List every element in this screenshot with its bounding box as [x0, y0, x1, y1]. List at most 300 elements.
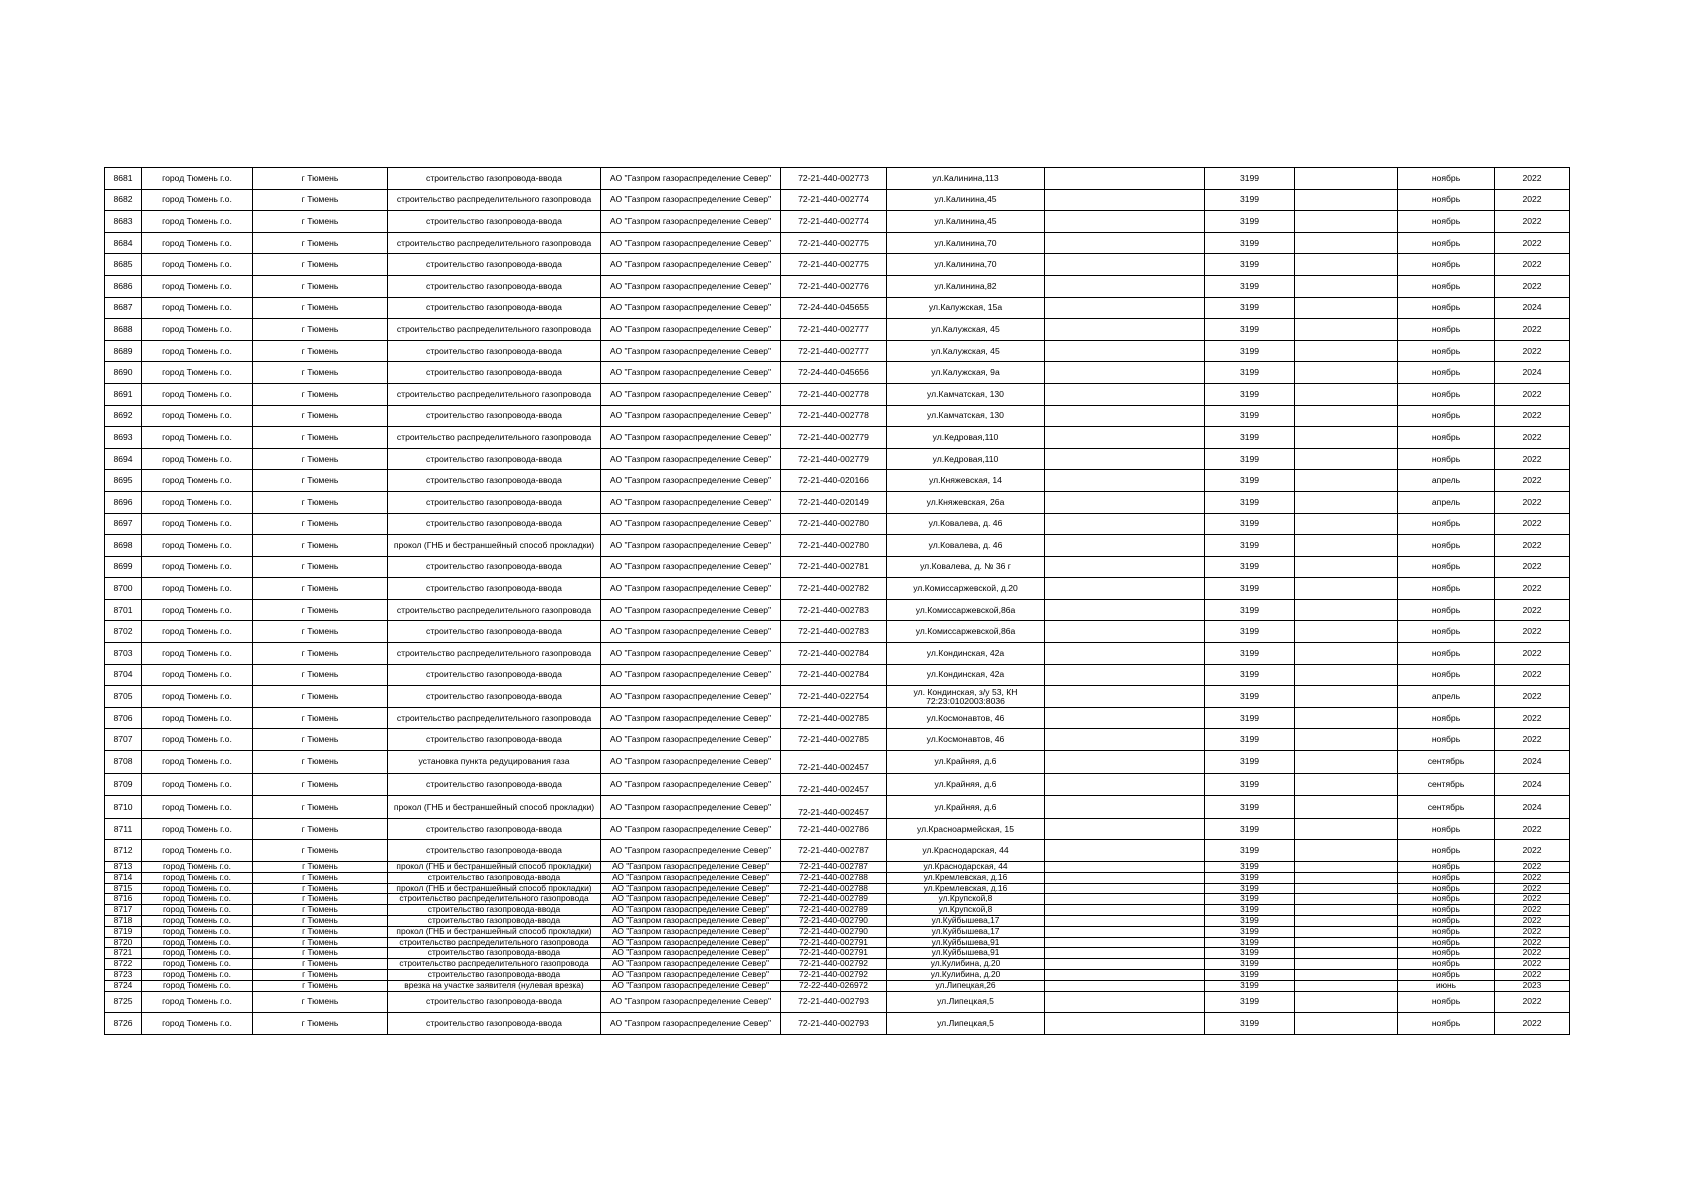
- cell-month: ноябрь: [1398, 840, 1495, 862]
- cell-blank-a: [1045, 926, 1205, 937]
- cell-contract-number: 72-21-440-002774: [781, 189, 887, 211]
- cell-row-number: 8684: [105, 232, 142, 254]
- cell-blank-b: [1295, 796, 1398, 819]
- cell-address: ул.Калужская, 45: [887, 340, 1045, 362]
- table-row: [105, 232, 1570, 254]
- cell-row-number: 8688: [105, 319, 142, 341]
- cell-amount: 3199: [1205, 232, 1295, 254]
- cell-month: июнь: [1398, 980, 1495, 991]
- table-row: [105, 751, 1570, 774]
- cell-contract-number: 72-21-440-002788: [781, 883, 887, 894]
- cell-municipality: город Тюмень г.о.: [142, 959, 253, 970]
- cell-month: ноябрь: [1398, 405, 1495, 427]
- cell-municipality: город Тюмень г.о.: [142, 926, 253, 937]
- cell-year: 2022: [1495, 599, 1570, 621]
- cell-settlement: г Тюмень: [253, 862, 388, 873]
- cell-work-type: прокол (ГНБ и бестраншейный способ прокладки): [388, 535, 601, 557]
- cell-organization: АО "Газпром газораспределение Север": [601, 599, 781, 621]
- cell-blank-b: [1295, 297, 1398, 319]
- cell-year: 2022: [1495, 319, 1570, 341]
- cell-amount: 3199: [1205, 773, 1295, 796]
- cell-municipality: город Тюмень г.о.: [142, 915, 253, 926]
- table-row: [105, 578, 1570, 600]
- cell-blank-b: [1295, 319, 1398, 341]
- cell-blank-b: [1295, 427, 1398, 449]
- cell-settlement: г Тюмень: [253, 535, 388, 557]
- cell-municipality: город Тюмень г.о.: [142, 362, 253, 384]
- cell-blank-a: [1045, 362, 1205, 384]
- cell-address: ул.Кулибина, д.20: [887, 969, 1045, 980]
- cell-municipality: город Тюмень г.о.: [142, 883, 253, 894]
- cell-row-number: 8716: [105, 894, 142, 905]
- cell-month: ноябрь: [1398, 578, 1495, 600]
- cell-address: ул.Комиссаржевской,86а: [887, 621, 1045, 643]
- cell-contract-number: 72-21-440-002776: [781, 275, 887, 297]
- cell-settlement: г Тюмень: [253, 894, 388, 905]
- cell-month: ноябрь: [1398, 664, 1495, 686]
- cell-address: ул.Кедровая,110: [887, 448, 1045, 470]
- cell-address: ул.Ковалева, д. № 36 г: [887, 556, 1045, 578]
- cell-municipality: город Тюмень г.о.: [142, 405, 253, 427]
- table-row: [105, 840, 1570, 862]
- cell-contract-number: 72-21-440-002793: [781, 991, 887, 1013]
- cell-contract-number: 72-21-440-022754: [781, 686, 887, 708]
- cell-settlement: г Тюмень: [253, 578, 388, 600]
- cell-organization: АО "Газпром газораспределение Север": [601, 980, 781, 991]
- cell-municipality: город Тюмень г.о.: [142, 189, 253, 211]
- cell-blank-a: [1045, 275, 1205, 297]
- cell-year: 2022: [1495, 340, 1570, 362]
- cell-settlement: г Тюмень: [253, 729, 388, 751]
- cell-work-type: строительство газопровода-ввода: [388, 168, 601, 190]
- cell-amount: 3199: [1205, 189, 1295, 211]
- cell-row-number: 8724: [105, 980, 142, 991]
- cell-organization: АО "Газпром газораспределение Север": [601, 319, 781, 341]
- cell-settlement: г Тюмень: [253, 707, 388, 729]
- cell-amount: 3199: [1205, 556, 1295, 578]
- cell-work-type: прокол (ГНБ и бестраншейный способ прокладки): [388, 796, 601, 819]
- cell-contract-number: 72-21-440-002457: [781, 751, 887, 774]
- cell-row-number: 8691: [105, 383, 142, 405]
- cell-row-number: 8719: [105, 926, 142, 937]
- table-row: [105, 297, 1570, 319]
- cell-contract-number: 72-21-440-002778: [781, 383, 887, 405]
- cell-year: 2022: [1495, 535, 1570, 557]
- cell-address: ул.Кремлевская, д.16: [887, 883, 1045, 894]
- cell-address: ул.Краснодарская, 44: [887, 862, 1045, 873]
- cell-organization: АО "Газпром газораспределение Север": [601, 470, 781, 492]
- cell-blank-b: [1295, 926, 1398, 937]
- cell-blank-a: [1045, 491, 1205, 513]
- cell-row-number: 8701: [105, 599, 142, 621]
- cell-row-number: 8681: [105, 168, 142, 190]
- cell-year: 2022: [1495, 915, 1570, 926]
- cell-municipality: город Тюмень г.о.: [142, 232, 253, 254]
- cell-year: 2024: [1495, 751, 1570, 774]
- cell-blank-b: [1295, 189, 1398, 211]
- table-row: [105, 980, 1570, 991]
- table-row: [105, 926, 1570, 937]
- cell-year: 2022: [1495, 643, 1570, 665]
- cell-amount: 3199: [1205, 862, 1295, 873]
- table-row: [105, 556, 1570, 578]
- cell-work-type: строительство газопровода-ввода: [388, 470, 601, 492]
- cell-row-number: 8723: [105, 969, 142, 980]
- cell-settlement: г Тюмень: [253, 275, 388, 297]
- cell-year: 2024: [1495, 362, 1570, 384]
- cell-row-number: 8707: [105, 729, 142, 751]
- cell-settlement: г Тюмень: [253, 211, 388, 233]
- cell-year: 2022: [1495, 969, 1570, 980]
- cell-contract-number: 72-21-440-002793: [781, 1013, 887, 1035]
- cell-organization: АО "Газпром газораспределение Север": [601, 959, 781, 970]
- cell-year: 2022: [1495, 948, 1570, 959]
- cell-municipality: город Тюмень г.о.: [142, 796, 253, 819]
- cell-amount: 3199: [1205, 254, 1295, 276]
- cell-month: ноябрь: [1398, 926, 1495, 937]
- cell-work-type: строительство газопровода-ввода: [388, 621, 601, 643]
- cell-address: ул.Липецкая,26: [887, 980, 1045, 991]
- cell-contract-number: 72-21-440-002792: [781, 969, 887, 980]
- cell-organization: АО "Газпром газораспределение Север": [601, 926, 781, 937]
- table-row: [105, 773, 1570, 796]
- cell-municipality: город Тюмень г.о.: [142, 535, 253, 557]
- cell-organization: АО "Газпром газораспределение Север": [601, 556, 781, 578]
- table-row: [105, 894, 1570, 905]
- cell-year: 2022: [1495, 862, 1570, 873]
- cell-row-number: 8715: [105, 883, 142, 894]
- cell-blank-b: [1295, 556, 1398, 578]
- cell-row-number: 8717: [105, 905, 142, 916]
- cell-month: сентябрь: [1398, 751, 1495, 774]
- cell-settlement: г Тюмень: [253, 405, 388, 427]
- cell-blank-b: [1295, 643, 1398, 665]
- cell-address: ул.Калужская, 15а: [887, 297, 1045, 319]
- cell-contract-number: 72-21-440-002783: [781, 599, 887, 621]
- cell-row-number: 8693: [105, 427, 142, 449]
- cell-amount: 3199: [1205, 959, 1295, 970]
- cell-month: ноябрь: [1398, 319, 1495, 341]
- cell-month: ноябрь: [1398, 883, 1495, 894]
- cell-municipality: город Тюмень г.о.: [142, 470, 253, 492]
- cell-month: ноябрь: [1398, 872, 1495, 883]
- cell-organization: АО "Газпром газораспределение Север": [601, 773, 781, 796]
- cell-month: ноябрь: [1398, 1013, 1495, 1035]
- cell-organization: АО "Газпром газораспределение Север": [601, 1013, 781, 1035]
- cell-year: 2022: [1495, 513, 1570, 535]
- cell-work-type: строительство распределительного газопровода: [388, 383, 601, 405]
- cell-year: 2022: [1495, 448, 1570, 470]
- cell-amount: 3199: [1205, 427, 1295, 449]
- table-row: [105, 319, 1570, 341]
- cell-address: ул.Кремлевская, д.16: [887, 872, 1045, 883]
- cell-municipality: город Тюмень г.о.: [142, 969, 253, 980]
- cell-blank-b: [1295, 915, 1398, 926]
- cell-address: ул.Калинина,113: [887, 168, 1045, 190]
- cell-month: ноябрь: [1398, 340, 1495, 362]
- cell-organization: АО "Газпром газораспределение Север": [601, 915, 781, 926]
- table-row: [105, 643, 1570, 665]
- cell-address: ул. Кондинская, з/у 53, КН 72:23:0102003:8036: [887, 686, 1045, 708]
- cell-organization: АО "Газпром газораспределение Север": [601, 340, 781, 362]
- cell-municipality: город Тюмень г.о.: [142, 686, 253, 708]
- cell-month: ноябрь: [1398, 275, 1495, 297]
- table-row: [105, 707, 1570, 729]
- cell-organization: АО "Газпром газораспределение Север": [601, 405, 781, 427]
- cell-month: ноябрь: [1398, 448, 1495, 470]
- cell-organization: АО "Газпром газораспределение Север": [601, 686, 781, 708]
- cell-settlement: г Тюмень: [253, 773, 388, 796]
- cell-address: ул.Краснодарская, 44: [887, 840, 1045, 862]
- cell-blank-a: [1045, 621, 1205, 643]
- cell-year: 2022: [1495, 872, 1570, 883]
- cell-amount: 3199: [1205, 980, 1295, 991]
- cell-month: ноябрь: [1398, 383, 1495, 405]
- cell-blank-b: [1295, 818, 1398, 840]
- cell-settlement: г Тюмень: [253, 470, 388, 492]
- table-row: [105, 513, 1570, 535]
- cell-work-type: строительство распределительного газопровода: [388, 643, 601, 665]
- cell-blank-a: [1045, 773, 1205, 796]
- cell-contract-number: 72-21-440-002792: [781, 959, 887, 970]
- cell-amount: 3199: [1205, 491, 1295, 513]
- cell-blank-a: [1045, 535, 1205, 557]
- cell-work-type: строительство газопровода-ввода: [388, 905, 601, 916]
- cell-settlement: г Тюмень: [253, 796, 388, 819]
- cell-contract-number: 72-21-440-002780: [781, 535, 887, 557]
- cell-blank-b: [1295, 578, 1398, 600]
- cell-municipality: город Тюмень г.о.: [142, 340, 253, 362]
- cell-contract-number: 72-21-440-020166: [781, 470, 887, 492]
- cell-year: 2022: [1495, 189, 1570, 211]
- table-row: [105, 470, 1570, 492]
- table-row: [105, 1013, 1570, 1035]
- cell-amount: 3199: [1205, 707, 1295, 729]
- cell-municipality: город Тюмень г.о.: [142, 773, 253, 796]
- cell-blank-a: [1045, 211, 1205, 233]
- cell-blank-a: [1045, 894, 1205, 905]
- cell-municipality: город Тюмень г.о.: [142, 275, 253, 297]
- cell-row-number: 8682: [105, 189, 142, 211]
- cell-organization: АО "Газпром газораспределение Север": [601, 862, 781, 873]
- cell-year: 2022: [1495, 1013, 1570, 1035]
- cell-address: ул.Калинина,45: [887, 211, 1045, 233]
- cell-contract-number: 72-21-440-002784: [781, 664, 887, 686]
- cell-contract-number: 72-21-440-002781: [781, 556, 887, 578]
- cell-amount: 3199: [1205, 1013, 1295, 1035]
- cell-blank-b: [1295, 905, 1398, 916]
- cell-blank-a: [1045, 796, 1205, 819]
- cell-settlement: г Тюмень: [253, 232, 388, 254]
- cell-contract-number: 72-21-440-002786: [781, 818, 887, 840]
- cell-amount: 3199: [1205, 818, 1295, 840]
- records-table: [104, 167, 1570, 1035]
- cell-address: ул.Космонавтов, 46: [887, 707, 1045, 729]
- cell-address: ул.Липецкая,5: [887, 991, 1045, 1013]
- cell-blank-b: [1295, 448, 1398, 470]
- cell-organization: АО "Газпром газораспределение Север": [601, 894, 781, 905]
- cell-contract-number: 72-21-440-002457: [781, 773, 887, 796]
- cell-year: 2024: [1495, 297, 1570, 319]
- cell-blank-a: [1045, 751, 1205, 774]
- cell-amount: 3199: [1205, 883, 1295, 894]
- cell-blank-a: [1045, 232, 1205, 254]
- table-row: [105, 905, 1570, 916]
- cell-row-number: 8713: [105, 862, 142, 873]
- cell-blank-b: [1295, 211, 1398, 233]
- cell-blank-a: [1045, 254, 1205, 276]
- cell-blank-b: [1295, 1013, 1398, 1035]
- table-row: [105, 168, 1570, 190]
- cell-contract-number: 72-21-440-002790: [781, 915, 887, 926]
- cell-contract-number: 72-21-440-002782: [781, 578, 887, 600]
- cell-month: ноябрь: [1398, 729, 1495, 751]
- cell-address: ул.Крайняя, д.6: [887, 773, 1045, 796]
- table-row: [105, 362, 1570, 384]
- cell-work-type: строительство газопровода-ввода: [388, 448, 601, 470]
- cell-municipality: город Тюмень г.о.: [142, 578, 253, 600]
- table-row: [105, 969, 1570, 980]
- cell-month: ноябрь: [1398, 427, 1495, 449]
- cell-month: апрель: [1398, 470, 1495, 492]
- cell-row-number: 8702: [105, 621, 142, 643]
- cell-blank-a: [1045, 707, 1205, 729]
- cell-settlement: г Тюмень: [253, 643, 388, 665]
- cell-work-type: строительство газопровода-ввода: [388, 362, 601, 384]
- cell-blank-a: [1045, 948, 1205, 959]
- cell-year: 2022: [1495, 926, 1570, 937]
- cell-month: ноябрь: [1398, 991, 1495, 1013]
- cell-year: 2022: [1495, 729, 1570, 751]
- cell-organization: АО "Газпром газораспределение Север": [601, 232, 781, 254]
- cell-municipality: город Тюмень г.о.: [142, 383, 253, 405]
- cell-blank-b: [1295, 599, 1398, 621]
- cell-year: 2022: [1495, 686, 1570, 708]
- table-row: [105, 959, 1570, 970]
- cell-amount: 3199: [1205, 211, 1295, 233]
- cell-year: 2022: [1495, 664, 1570, 686]
- cell-blank-a: [1045, 405, 1205, 427]
- cell-amount: 3199: [1205, 937, 1295, 948]
- cell-amount: 3199: [1205, 991, 1295, 1013]
- cell-amount: 3199: [1205, 340, 1295, 362]
- table-row: [105, 340, 1570, 362]
- table-row: [105, 491, 1570, 513]
- cell-municipality: город Тюмень г.о.: [142, 751, 253, 774]
- cell-settlement: г Тюмень: [253, 513, 388, 535]
- cell-blank-b: [1295, 340, 1398, 362]
- table-row: [105, 729, 1570, 751]
- cell-organization: АО "Газпром газораспределение Север": [601, 621, 781, 643]
- cell-blank-b: [1295, 840, 1398, 862]
- cell-row-number: 8698: [105, 535, 142, 557]
- cell-settlement: г Тюмень: [253, 686, 388, 708]
- cell-work-type: строительство газопровода-ввода: [388, 556, 601, 578]
- cell-address: ул.Кондинская, 42а: [887, 643, 1045, 665]
- cell-amount: 3199: [1205, 872, 1295, 883]
- cell-blank-a: [1045, 448, 1205, 470]
- cell-row-number: 8687: [105, 297, 142, 319]
- cell-address: ул.Камчатская, 130: [887, 383, 1045, 405]
- cell-settlement: г Тюмень: [253, 915, 388, 926]
- cell-year: 2023: [1495, 980, 1570, 991]
- cell-contract-number: 72-24-440-045655: [781, 297, 887, 319]
- cell-year: 2022: [1495, 556, 1570, 578]
- cell-contract-number: 72-21-440-002774: [781, 211, 887, 233]
- cell-settlement: г Тюмень: [253, 189, 388, 211]
- cell-work-type: прокол (ГНБ и бестраншейный способ прокладки): [388, 862, 601, 873]
- table-row: [105, 535, 1570, 557]
- cell-work-type: прокол (ГНБ и бестраншейный способ прокладки): [388, 883, 601, 894]
- cell-settlement: г Тюмень: [253, 937, 388, 948]
- cell-settlement: г Тюмень: [253, 959, 388, 970]
- cell-blank-b: [1295, 513, 1398, 535]
- cell-settlement: г Тюмень: [253, 818, 388, 840]
- table-row: [105, 862, 1570, 873]
- cell-year: 2022: [1495, 883, 1570, 894]
- cell-row-number: 8700: [105, 578, 142, 600]
- cell-row-number: 8709: [105, 773, 142, 796]
- cell-blank-a: [1045, 168, 1205, 190]
- cell-month: ноябрь: [1398, 937, 1495, 948]
- cell-address: ул.Кондинская, 42а: [887, 664, 1045, 686]
- cell-work-type: строительство газопровода-ввода: [388, 969, 601, 980]
- cell-contract-number: 72-21-440-002785: [781, 707, 887, 729]
- cell-organization: АО "Газпром газораспределение Север": [601, 751, 781, 774]
- cell-blank-b: [1295, 773, 1398, 796]
- cell-month: ноябрь: [1398, 948, 1495, 959]
- cell-work-type: строительство распределительного газопровода: [388, 319, 601, 341]
- cell-address: ул.Комиссаржевской,86а: [887, 599, 1045, 621]
- cell-work-type: строительство газопровода-ввода: [388, 1013, 601, 1035]
- cell-contract-number: 72-21-440-002777: [781, 319, 887, 341]
- cell-municipality: город Тюмень г.о.: [142, 664, 253, 686]
- cell-amount: 3199: [1205, 405, 1295, 427]
- cell-blank-b: [1295, 664, 1398, 686]
- cell-address: ул.Калинина,70: [887, 254, 1045, 276]
- cell-amount: 3199: [1205, 513, 1295, 535]
- cell-blank-a: [1045, 991, 1205, 1013]
- cell-address: ул.Калинина,70: [887, 232, 1045, 254]
- cell-address: ул.Княжевская, 14: [887, 470, 1045, 492]
- cell-row-number: 8685: [105, 254, 142, 276]
- cell-blank-a: [1045, 818, 1205, 840]
- cell-amount: 3199: [1205, 905, 1295, 916]
- cell-work-type: строительство газопровода-ввода: [388, 840, 601, 862]
- cell-amount: 3199: [1205, 643, 1295, 665]
- cell-month: ноябрь: [1398, 643, 1495, 665]
- cell-settlement: г Тюмень: [253, 840, 388, 862]
- cell-row-number: 8725: [105, 991, 142, 1013]
- cell-settlement: г Тюмень: [253, 362, 388, 384]
- cell-settlement: г Тюмень: [253, 980, 388, 991]
- cell-address: ул.Куйбышева,17: [887, 926, 1045, 937]
- cell-address: ул.Куйбышева,91: [887, 937, 1045, 948]
- table-row: [105, 427, 1570, 449]
- cell-work-type: врезка на участке заявителя (нулевая врезка): [388, 980, 601, 991]
- cell-municipality: город Тюмень г.о.: [142, 513, 253, 535]
- cell-blank-b: [1295, 980, 1398, 991]
- cell-amount: 3199: [1205, 621, 1295, 643]
- cell-organization: АО "Газпром газораспределение Север": [601, 578, 781, 600]
- cell-blank-b: [1295, 362, 1398, 384]
- cell-month: апрель: [1398, 686, 1495, 708]
- cell-blank-b: [1295, 470, 1398, 492]
- cell-blank-a: [1045, 578, 1205, 600]
- cell-month: ноябрь: [1398, 915, 1495, 926]
- cell-settlement: г Тюмень: [253, 254, 388, 276]
- table-row: [105, 991, 1570, 1013]
